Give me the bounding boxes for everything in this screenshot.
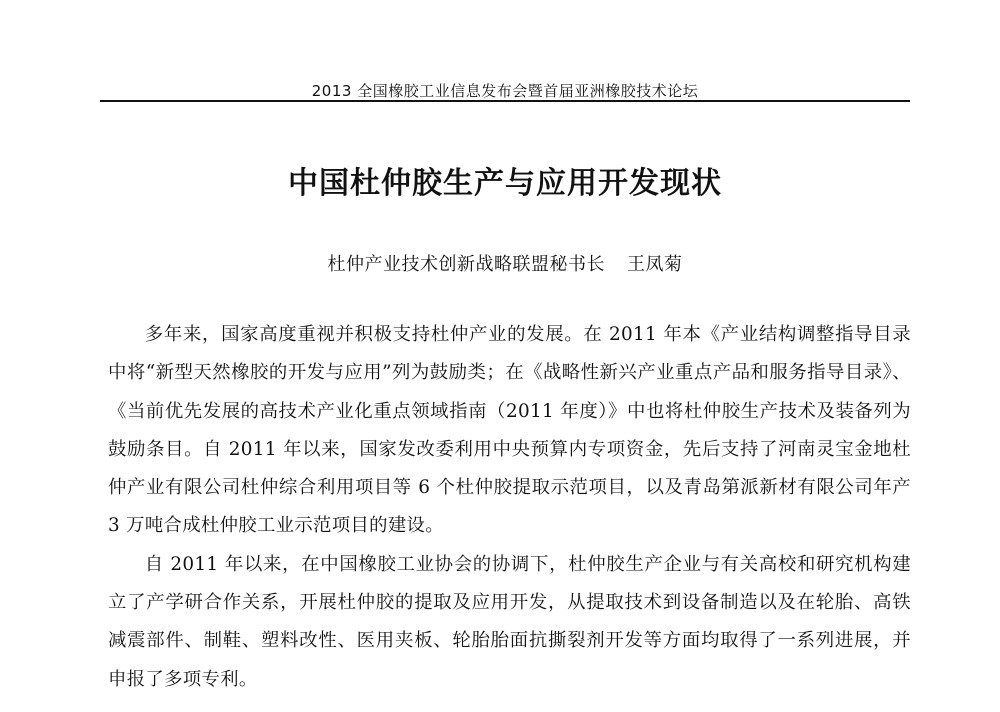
- body-paragraph: 多年来，国家高度重视并积极支持杜仲产业的发展。在 2011 年本《产业结构调整指导目录中将“新型天然橡胶的开发与应用”列为鼓励类；在《战略性新兴产业重点产品和服务指导目录》、《当前优先发展的高技术产业化重点领域指南（2011 年度）》中也将杜仲胶生产技术及装备列为鼓励条目。自 2011 年以来，国家发改委利用中央预算内专项资金，先后支持了河南灵宝金地杜仲产业有限公司杜仲综合利用项目等 6 个杜仲胶提取示范项目，以及青岛第派新材有限公司年产 3 万吨合成杜仲胶工业示范项目的建设。: [108, 324, 911, 537]
- header-divider: [100, 100, 910, 102]
- author-affiliation: 杜仲产业技术创新战略联盟秘书长: [327, 254, 605, 275]
- author-name: 王凤菊: [627, 254, 683, 275]
- article-body: [108, 316, 911, 699]
- body-paragraph: 自 2011 年以来，在中国橡胶工业协会的协调下，杜仲胶生产企业与有关高校和研究机构建立了产学研合作关系，开展杜仲胶的提取及应用开发，从提取技术到设备制造以及在轮胎、高铁减震部件、制鞋、塑料改性、医用夹板、轮胎胎面抗撕裂剂开发等方面均取得了一系列进展，并申报了多项专利。: [108, 553, 911, 690]
- article-title: 中国杜仲胶生产与应用开发现状: [288, 166, 722, 201]
- author-line: [100, 250, 910, 276]
- running-header: 2013 全国橡胶工业信息发布会暨首届亚洲橡胶技术论坛: [311, 82, 699, 100]
